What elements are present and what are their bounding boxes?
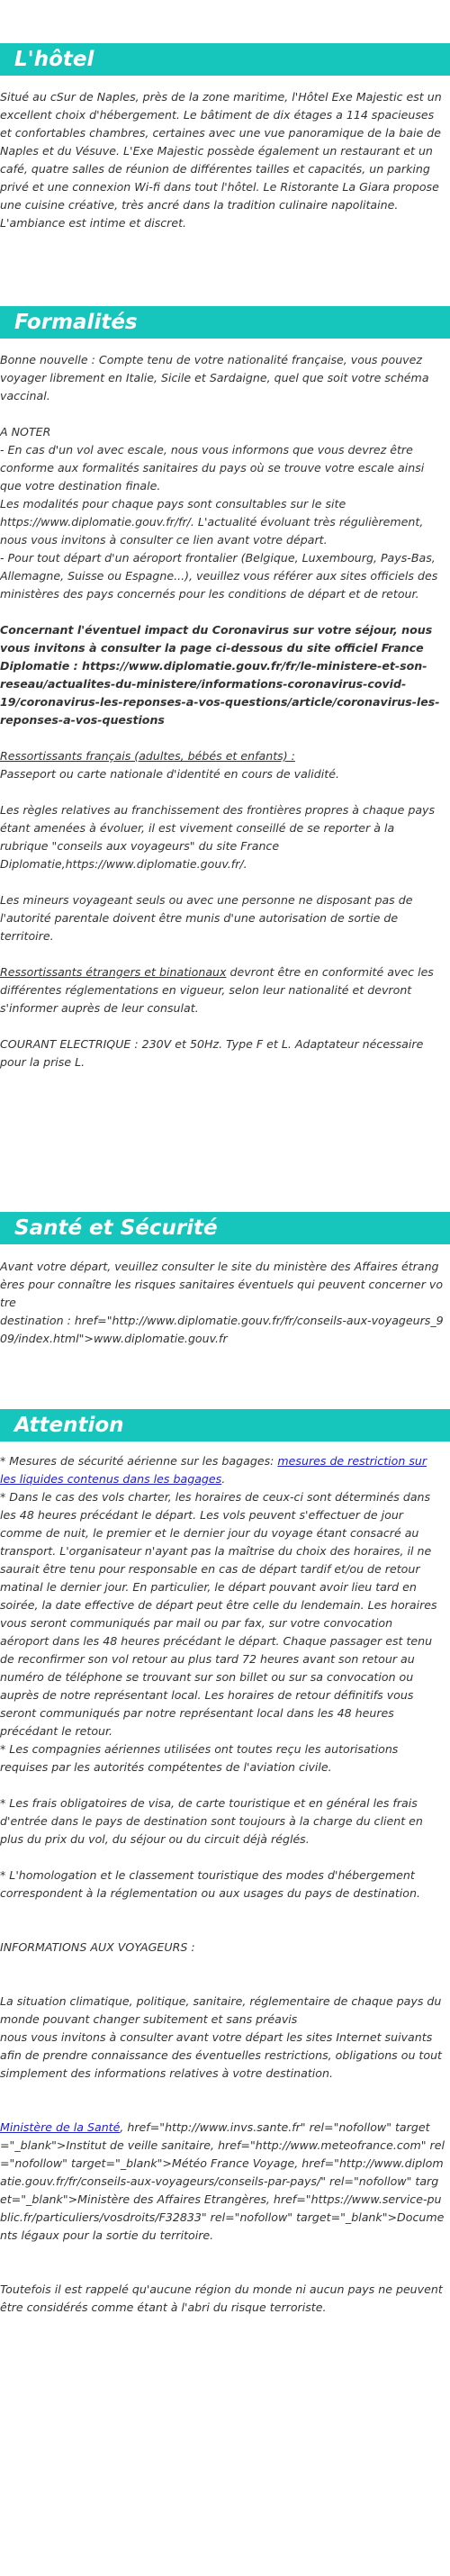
risque-terroriste: Toutefois il est rappelé qu'aucune région du monde ni aucun pays ne peuvent être considérés comme étant à l'abri du risque terroriste. [0,2282,443,2314]
note-modalites: Les modalités pour chaque pays sont consultables sur le site https://www.diplomatie.gouv.fr/fr/. L'actualité évoluant très régulièrement, nous vous invitons à consulter ce lien avant votre départ. [0,497,424,547]
situation-voyageurs: La situation climatique, politique, sanitaire, réglementaire de chaque pays du monde pouvant changer subitement et sans préavis nous vous invitons à consulter avant votre départ les sites Internet suivants afin de prendre connaissance des éventuelles restrictions, obligations ou tout simplement des informations relatives à votre destination. [0,1994,442,2080]
coronavirus-notice: Concernant l'éventuel impact du Coronavirus sur votre séjour, nous vous invitons à consulter la page ci-dessous du site officiel France Diplomatie : https://www.diplomatie.gouv.fr/fr/le-ministere-et-son-reseau/actualites-du-ministere/informations-coronavirus-covid-19/coronavirus-les-reponses-a-vos-questions/article/coronavirus-les-reponses-a-vos-questions [0,623,440,727]
section-title-formalites: Formalités [14,311,138,334]
section-body-attention [0,1452,450,2317]
liens-utiles-text: , href="http://www.invs.sante.fr" rel="nofollow" target="_blank">Institut de veille sanitaire, href="http://www.meteofrance.com" rel="nofollow" target="_blank">Météo France Voyage, href="http://www.diplomatie.gouv.fr/fr/conseils-aux-voyageurs/conseils-par-pays/" rel="nofollow" target="_blank">Ministère des Affaires Etrangères, href="https://www.service-public.fr/particuliers/vosdroits/F32833" rel="nofollow" target="_blank">Documents légaux pour la sortie du territoire. [0,2120,445,2242]
regles-frontieres: Les règles relatives au franchissement des frontières propres à chaque pays étant amenées à évoluer, il est vivement conseillé de se reporter à la rubrique "conseils aux voyageurs" du site France Diplomatie,https://www.diplomatie.gouv.fr/. [0,803,436,871]
ressortissants-francais-text: Passeport ou carte nationale d'identité en cours de validité. [0,767,339,781]
compagnies-aeriennes: * Les compagnies aériennes utilisées ont toutes reçu les autorisations requises par les autorités compétentes de l'aviation civile. [0,1742,399,1774]
section-title-hotel: L'hôtel [14,48,94,71]
ressortissants-etrangers-text: devront être en conformité avec les différentes réglementations en vigueur, selon leur nationalité et devront s'informer auprès de leur consulat. [0,965,434,1015]
ressortissants-etrangers-label: Ressortissants étrangers et binationaux [0,965,227,979]
frais-obligatoires: * Les frais obligatoires de visa, de carte touristique et en général les frais d'entrée dans le pays de destination sont toujours à la charge du client en plus du prix du vol, du séjour ou du circuit déjà réglés. [0,1796,423,1846]
note-heading: A NOTER [0,425,51,438]
section-body-formalites [0,351,450,1071]
section-body-sante [0,1258,450,1348]
sante-text: Avant votre départ, veuillez consulter le site du ministère des Affaires étrangères pour connaître les risques sanitaires éventuels qui peuvent concerner votre destination : href="http://www.diplomatie.gouv.fr/fr/conseils-aux-voyageurs_909/index.html">www.diplomatie.gouv.fr [0,1260,444,1345]
liquides-restriction-link[interactable]: mesures de restriction sur les liquides contenus dans les bagages [0,1454,428,1486]
ministere-sante-link[interactable]: Ministère de la Santé [0,2120,121,2134]
note-escale: - En cas d'un vol avec escale, nous vous informons que vous devrez être conforme aux formalités sanitaires du pays où se trouve votre escale ainsi que votre destination finale. [0,443,425,493]
ressortissants-francais-label: Ressortissants français (adultes, bébés et enfants) : [0,749,295,763]
section-header-formalites [0,306,450,339]
vols-charter: * Dans le cas des vols charter, les horaires de ceux-ci sont déterminés dans les 48 heures précédant le départ. Les vols peuvent s'effectuer de jour comme de nuit, le premier et le dernier jour du voyage étant consacré au transport. L'organisateur n'ayant pas la maîtrise du choix des horaires, il ne saurait être tenu pour responsable en cas de départ tardif et/ou de retour matinal le dernier jour. En particulier, le départ pouvant avoir lieu tard en soirée, la date effective de départ peut être celle du lendemain. Les horaires vous seront communiqués par mail ou par fax, sur votre convocation aéroport dans les 48 heures précédant le départ. Chaque passager est tenu de reconfirmer son vol retour au plus tard 72 heures avant son retour au numéro de téléphone se trouvant sur son billet ou sur sa convocation ou auprès de notre représentant local. Les horaires de retour définitifs vous seront communiqués par notre représentant local dans les 48 heures précédant le retour. [0,1490,437,1738]
ressortissants-etrangers [0,963,445,1017]
courant-electrique: COURANT ELECTRIQUE : 230V et 50Hz. Type F et L. Adaptateur nécessaire pour la prise L. [0,1037,424,1069]
hotel-description: Situé au cSur de Naples, près de la zone maritime, l'Hôtel Exe Majestic est un excellent choix d'hébergement. Le bâtiment de dix étages a 114 spacieuses et confortables chambres, certaines avec une vue panoramique de la baie de Naples et du Vésuve. L'Exe Majestic possède également un restaurant et un café, quatre salles de réunion de différentes tailles et capacités, un parking privé et une connexion Wi-fi dans tout l'hôtel. Le Ristorante La Giara propose une cuisine créative, très ancré dans la tradition culinaire napolitaine. L'ambiance est intime et discret. [0,90,442,230]
ressortissants-francais [0,747,445,765]
securite-bagages [0,1452,445,1488]
mineurs-notice: Les mineurs voyageant seuls ou avec une personne ne disposant pas de l'autorité parentale doivent être munis d'une autorisation de sortie de territoire. [0,893,413,943]
note-frontalier: - Pour tout départ d'un aéroport frontalier (Belgique, Luxembourg, Pays-Bas, Allemagne, Suisse ou Espagne...), veuillez vous référer aux sites officiels des ministères des pays concernés pour les conditions de départ et de retour. [0,551,438,601]
section-title-sante: Santé et Sécurité [14,1216,218,1240]
section-header-sante [0,1212,450,1244]
securite-suffix: . [221,1472,226,1486]
formalites-intro: Bonne nouvelle : Compte tenu de votre nationalité française, vous pouvez voyager librement en Italie, Sicile et Sardaigne, quel que soit votre schéma vaccinal. [0,353,429,402]
section-header-attention [0,1409,450,1442]
section-title-attention: Attention [14,1414,124,1437]
homologation: * L'homologation et le classement touristique des modes d'hébergement correspondent à la réglementation ou aux usages du pays de destination. [0,1868,420,1900]
section-body-hotel [0,88,450,232]
infos-voyageurs-heading: INFORMATIONS AUX VOYAGEURS : [0,1940,195,1954]
liens-utiles [0,2119,445,2245]
securite-prefix: * Mesures de sécurité aérienne sur les bagages: [0,1454,278,1468]
section-header-hotel [0,43,450,76]
